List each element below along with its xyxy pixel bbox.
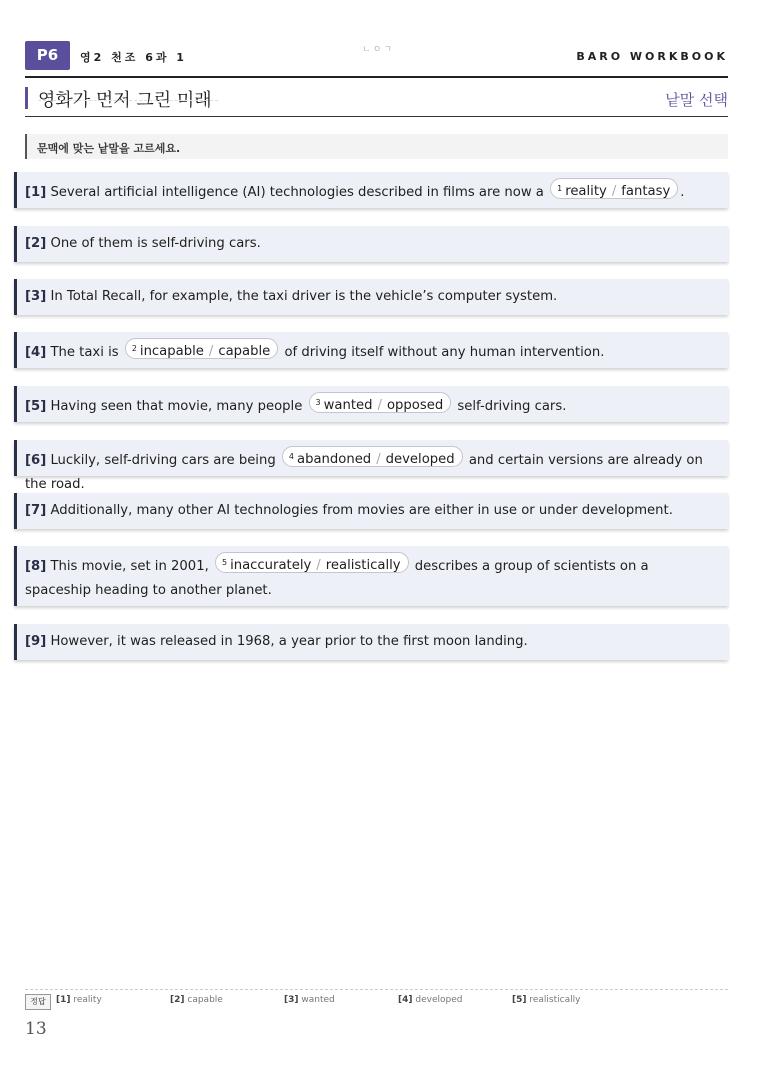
item-number: [6] bbox=[25, 453, 47, 468]
item-text: This movie, set in 2001, bbox=[50, 559, 209, 574]
question-item bbox=[14, 546, 728, 606]
choice-option[interactable]: realistically bbox=[325, 558, 401, 573]
question-item bbox=[14, 226, 728, 262]
instruction-box bbox=[25, 134, 728, 159]
page-title: 영화가 먼저 그린 미래 bbox=[38, 90, 212, 111]
item-text: However, it was released in 1968, a year prior to the first moon landing. bbox=[50, 634, 528, 649]
choice-option[interactable]: reality bbox=[565, 184, 607, 199]
choice-mark: 4 bbox=[288, 452, 294, 461]
question-item bbox=[14, 172, 728, 208]
choice-mark: 1 bbox=[557, 184, 563, 193]
header-rule bbox=[25, 76, 728, 78]
item-number: [1] bbox=[25, 185, 47, 200]
choice-mark: 5 bbox=[221, 558, 228, 567]
question-item bbox=[14, 624, 728, 660]
choice-option[interactable]: opposed bbox=[386, 398, 444, 413]
lesson-label: 영2 천조 6과 1 bbox=[80, 51, 187, 64]
item-number: [5] bbox=[25, 399, 47, 414]
question-item bbox=[14, 279, 728, 315]
answer-entry: [5] realistically bbox=[512, 995, 581, 1005]
choice-group[interactable]: $^2$ incapable / capable bbox=[125, 338, 278, 359]
item-text: and certain versions are already on the road. bbox=[25, 453, 703, 492]
item-text: Several artificial intelligence (AI) technologies described in films are now a bbox=[50, 185, 544, 200]
choice-option[interactable]: inaccurately bbox=[230, 558, 312, 573]
item-text: In Total Recall, for example, the taxi driver is the vehicle’s computer system. bbox=[50, 289, 558, 304]
item-text: of driving itself without any human intervention. bbox=[284, 345, 605, 360]
item-text: self-driving cars. bbox=[457, 399, 567, 414]
page-badge: P6 bbox=[25, 41, 70, 70]
item-text: The taxi is bbox=[50, 345, 119, 360]
item-number: [2] bbox=[25, 236, 47, 251]
answer-entry: [4] developed bbox=[398, 995, 463, 1005]
answer-tag: 정답 bbox=[25, 994, 51, 1010]
answer-entry: [3] wanted bbox=[284, 995, 335, 1005]
answer-entry: [2] capable bbox=[170, 995, 223, 1005]
section-label: 낱말 선택 bbox=[665, 91, 728, 109]
answer-divider bbox=[25, 989, 728, 990]
page-number: 13 bbox=[25, 1019, 47, 1039]
item-number: [4] bbox=[25, 345, 47, 360]
title-accent bbox=[25, 87, 28, 109]
choice-option[interactable]: capable bbox=[218, 344, 271, 359]
title-underline bbox=[38, 100, 218, 103]
choice-option[interactable]: fantasy bbox=[621, 184, 671, 199]
header-mark: ㄴㅇㄱ bbox=[362, 45, 395, 55]
title-rule bbox=[25, 116, 728, 117]
item-text: One of them is self-driving cars. bbox=[50, 236, 261, 251]
choice-option[interactable]: abandoned bbox=[297, 452, 372, 467]
brand-label: BARO WORKBOOK bbox=[576, 50, 728, 63]
item-text: Luckily, self-driving cars are being bbox=[50, 453, 276, 468]
question-item bbox=[14, 332, 728, 368]
question-item bbox=[14, 386, 728, 422]
choice-mark: 2 bbox=[131, 344, 137, 353]
choice-option[interactable]: developed bbox=[385, 452, 455, 467]
answer-entry: [1] reality bbox=[56, 995, 102, 1005]
page-header bbox=[25, 41, 728, 71]
choice-group[interactable]: $^3$ wanted / opposed bbox=[309, 392, 452, 413]
item-text: Additionally, many other AI technologies from movies are either in use or under development. bbox=[50, 503, 673, 518]
choice-option[interactable]: wanted bbox=[323, 398, 373, 413]
choice-group[interactable]: $^4$ abandoned / developed bbox=[282, 446, 463, 467]
item-number: [9] bbox=[25, 634, 47, 649]
question-item bbox=[14, 493, 728, 529]
item-text: . bbox=[680, 185, 685, 200]
item-text: Having seen that movie, many people bbox=[50, 399, 303, 414]
item-text: describes a group of scientists on a spaceship heading to another planet. bbox=[25, 559, 649, 598]
item-number: [7] bbox=[25, 503, 47, 518]
choice-group[interactable]: $^1$ reality / fantasy bbox=[550, 178, 678, 199]
question-item bbox=[14, 440, 728, 492]
item-number: [3] bbox=[25, 289, 47, 304]
item-number: [8] bbox=[25, 559, 47, 574]
instruction-text: 문맥에 맞는 낱말을 고르세요. bbox=[37, 142, 181, 155]
choice-group[interactable]: $^5$ inaccurately / realistically bbox=[215, 552, 409, 573]
choice-mark: 3 bbox=[315, 398, 321, 407]
choice-option[interactable]: incapable bbox=[139, 344, 204, 359]
